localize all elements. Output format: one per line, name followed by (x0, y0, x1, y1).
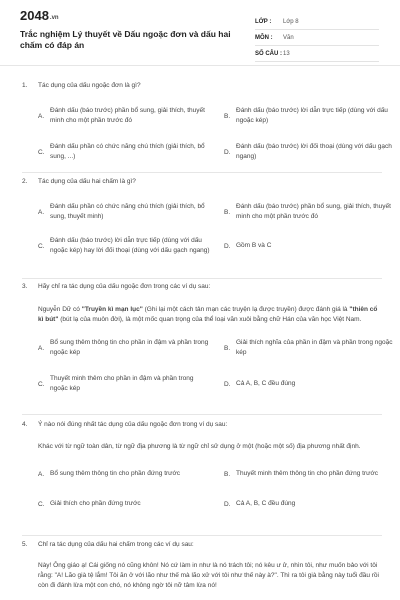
option-text: Giải thích cho phần đứng trước (50, 500, 141, 507)
answer-options (38, 335, 393, 397)
option-d[interactable] (224, 371, 396, 397)
option-letter: A. (38, 470, 45, 478)
option-b[interactable] (224, 103, 396, 129)
option-c[interactable] (38, 233, 210, 259)
option-text: Đánh dấu (báo trước) phần bổ sung, giải thích, thuyết minh cho một phần trước đó (50, 107, 205, 124)
question-text: Tác dụng của dấu ngoặc đơn là gì? (38, 82, 141, 89)
question-divider (22, 172, 382, 173)
meta-row-class (255, 14, 379, 30)
question-divider (22, 535, 382, 536)
option-letter: A. (38, 112, 45, 120)
option-text: Cả A, B, C đều đúng (236, 500, 296, 507)
header-divider (0, 65, 400, 66)
option-c[interactable] (38, 139, 210, 165)
logo-text: 2048 (20, 8, 49, 23)
option-a[interactable] (38, 103, 210, 129)
question-number: 4. (22, 421, 28, 428)
option-d[interactable] (224, 491, 396, 517)
option-a[interactable] (38, 461, 210, 487)
question-number: 5. (22, 541, 28, 548)
meta-value: Lớp 8 (283, 18, 299, 25)
option-text: Thuyết minh thêm cho phần in đậm và phần trong ngoặc kép (50, 375, 194, 392)
logo-suffix: .vn (49, 15, 59, 21)
answer-options (38, 199, 391, 259)
question-3 (22, 282, 393, 397)
option-a[interactable] (38, 335, 210, 361)
option-b[interactable] (224, 461, 396, 487)
option-text: Đánh dấu (báo trước) lời dẫn trực tiếp (dùng với dấu ngoặc kép) (236, 107, 388, 124)
meta-key: LỚP : (255, 18, 272, 25)
answer-options (38, 461, 384, 517)
option-letter: C. (38, 380, 45, 388)
question-number: 1. (22, 82, 28, 89)
option-letter: B. (224, 112, 231, 120)
option-a[interactable] (38, 199, 210, 225)
option-letter: B. (224, 344, 231, 352)
option-text: Bổ sung thêm thông tin cho phần đứng trước (50, 470, 181, 477)
passage-text: (bút lạ của muôn đời), là một mốc quan trọng của thể loại văn xuôi bằng chữ Hán của văn học Việt Nam. (58, 316, 362, 323)
option-c[interactable] (38, 371, 210, 397)
example-passage: Khác với từ ngữ toàn dân, từ ngữ địa phương là từ ngữ chỉ sử dụng ở một (hoặc một số) địa phương nhất định. (38, 443, 361, 450)
question-4 (22, 420, 384, 517)
option-text: Đánh dấu (báo trước) lời đối thoại (dùng với dấu gạch ngang) (236, 143, 392, 160)
option-text: Đánh dấu phần có chức năng chú thích (giải thích, bổ sung, ...) (50, 143, 205, 160)
option-text: Gồm B và C (236, 242, 272, 249)
option-d[interactable] (224, 139, 396, 165)
question-divider (22, 414, 382, 415)
question-2 (22, 177, 391, 259)
option-letter: B. (224, 208, 231, 216)
answer-options (38, 103, 392, 165)
option-letter: A. (38, 208, 45, 216)
question-number: 3. (22, 283, 28, 290)
option-text: Bổ sung thêm thông tin cho phần in đậm và phần trong ngoặc kép (50, 339, 209, 356)
question-5 (22, 540, 384, 591)
meta-table (255, 14, 379, 62)
question-text: Ý nào nói đúng nhất tác dụng của dấu ngoặc đơn trong ví dụ sau: (38, 421, 228, 428)
passage-bold-title: "Truyền kì mạn lục" (81, 306, 143, 313)
question-divider (22, 278, 382, 279)
question-text: Hãy chỉ ra tác dụng của dấu ngoặc đơn trong các ví dụ sau: (38, 283, 211, 290)
option-letter: D. (224, 380, 231, 388)
worksheet-header (0, 0, 400, 66)
option-text: Giải thích nghĩa của phần in đậm và phần trong ngoặc kép (236, 339, 393, 356)
option-text: Đánh dấu phần có chức năng chú thích (giải thích, bổ sung, thuyết minh) (50, 203, 205, 220)
option-b[interactable] (224, 199, 396, 225)
option-letter: C. (38, 500, 45, 508)
passage-bold-phrase: "thiên cổ kì bút" (38, 306, 378, 323)
question-text: Chỉ ra tác dụng của dấu hai chấm trong các ví dụ sau: (38, 541, 194, 548)
option-text: Đánh dấu (báo trước) lời dẫn trực tiếp (dùng với dấu ngoặc kép) hay lời đối thoại (dùng với dấu gạch ngang) (50, 237, 210, 254)
meta-key: SỐ CÂU : (255, 50, 282, 57)
question-number: 2. (22, 178, 28, 185)
meta-row-subject (255, 30, 379, 46)
meta-row-count (255, 46, 379, 62)
option-letter: C. (38, 242, 45, 250)
example-passage (38, 305, 384, 325)
example-passage: Này! Ông giáo ạ! Cái giống nó cũng khôn! Nó cứ làm in như là nó trách tôi; nó kêu ư ử, nhìn tôi, như muốn bảo với tôi rằng: "A! Lão già tệ lắm! Tôi ăn ở với lão như thế mà lão xử với tôi như thế này à?". Thì ra tôi già bằng này tuổi đầu rồi còn đi đánh lừa một con chó, nó không ngờ tôi nỡ tâm lừa nó! (38, 562, 379, 589)
option-d[interactable] (224, 233, 396, 259)
option-letter: D. (224, 500, 231, 508)
passage-text: (Ghi lại một cách tản mạn các truyện lạ được truyền) được đánh giá là (142, 306, 350, 313)
option-letter: A. (38, 344, 45, 352)
option-letter: D. (224, 148, 231, 156)
option-letter: C. (38, 148, 45, 156)
option-text: Cả A, B, C đều đúng (236, 380, 296, 387)
option-text: Thuyết minh thêm thông tin cho phần đứng trước (236, 470, 378, 477)
question-1 (22, 81, 392, 165)
question-text: Tác dụng của dấu hai chấm là gì? (38, 178, 136, 185)
option-text: Đánh dấu (báo trước) phần bổ sung, giải thích, thuyết minh cho một phần trước đó (236, 203, 391, 220)
option-c[interactable] (38, 491, 210, 517)
page-title: Trắc nghiệm Lý thuyết về Dấu ngoặc đơn và dấu hai chấm có đáp án (20, 29, 231, 50)
option-letter: D. (224, 242, 231, 250)
option-letter: B. (224, 470, 231, 478)
passage-text: Nguyễn Dữ có (38, 306, 82, 313)
meta-key: MÔN : (255, 34, 273, 41)
meta-value: Văn (283, 34, 294, 41)
site-logo[interactable] (20, 8, 59, 23)
option-b[interactable] (224, 335, 396, 361)
meta-value: 13 (283, 50, 290, 57)
